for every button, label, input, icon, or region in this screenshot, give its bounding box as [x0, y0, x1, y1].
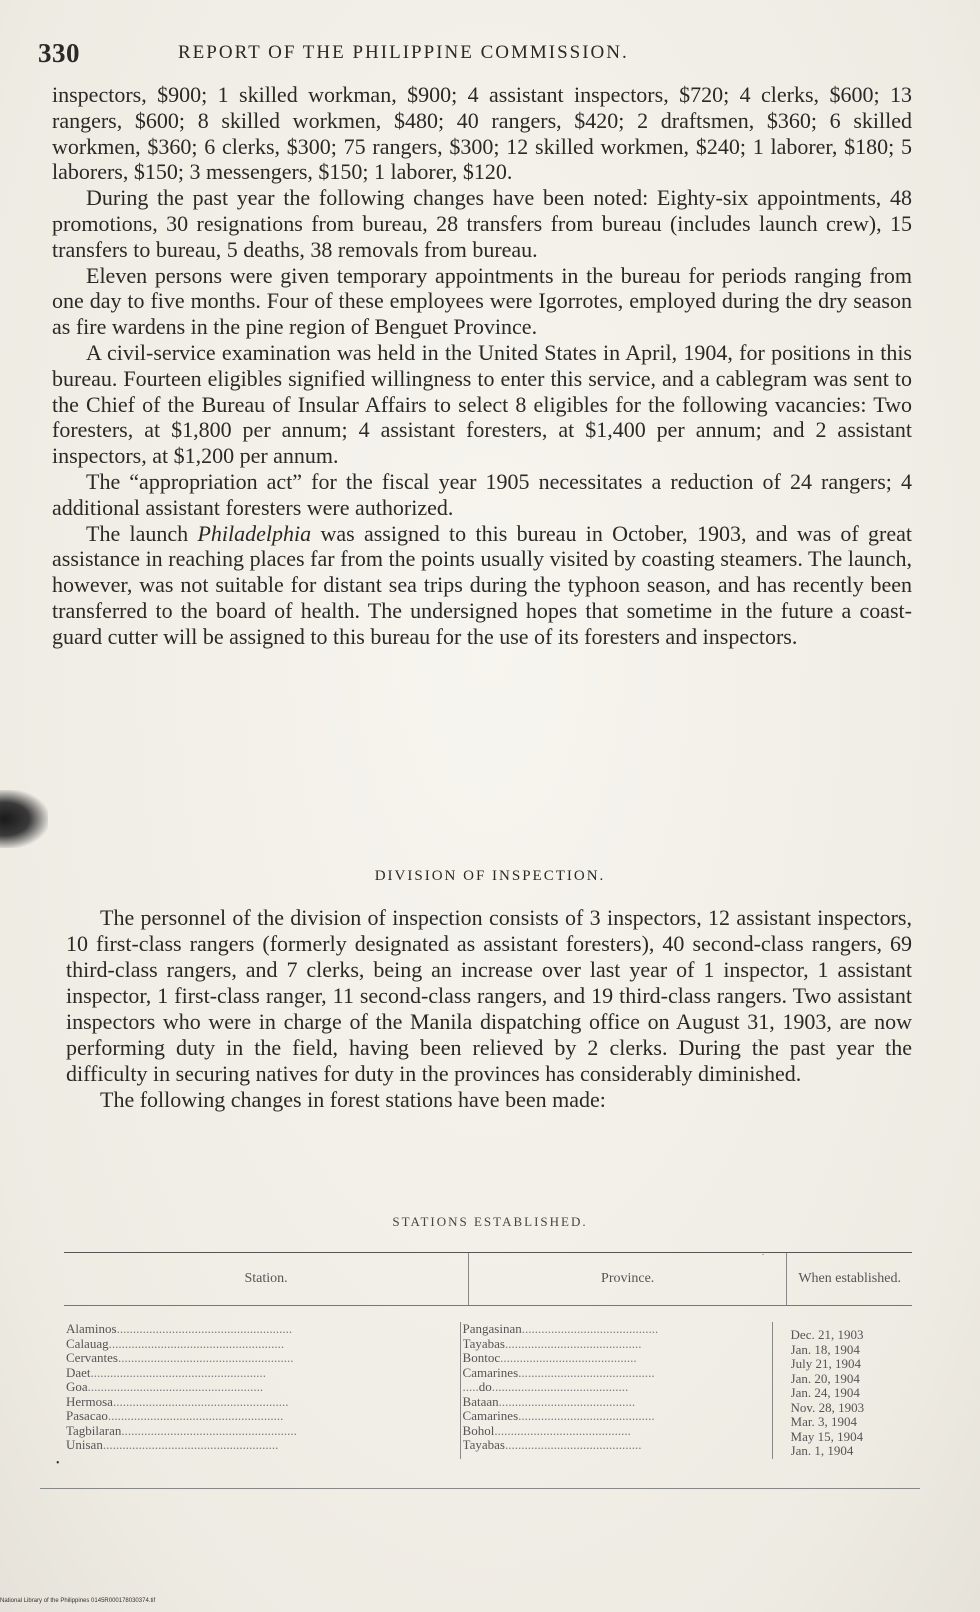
- table-bottom-rule: [40, 1488, 920, 1489]
- when-column: [773, 1322, 912, 1459]
- paragraph-personnel: The personnel of the division of inspection consists of 3 inspectors, 12 assistant inspectors, 10 first-class rangers (formerly designated as assistant foresters), 40 second-class rangers, 69 third-class rangers, and 7 clerks, being an increase over last year of 1 inspector, 1 assistant inspector, 1 first-class ranger, 11 second-class rangers, and 19 third-class rangers. Two assistant inspectors who were in charge of the Manila dispatching office on August 31, 1903, are now performing duty in the field, having been relieved by 2 clerks. During the past year the difficulty in securing natives for duty in the provinces has considerably diminished.: [66, 905, 912, 1086]
- table-cell-province: Bohol..........................................: [462, 1423, 631, 1438]
- print-dot: •: [56, 1458, 60, 1469]
- table-cell-station: Alaminos......................................................: [66, 1322, 293, 1336]
- table-cell-date: Jan. 1, 1904: [790, 1444, 854, 1458]
- paragraph-launch: [52, 521, 912, 650]
- division-heading: DIVISION OF INSPECTION.: [374, 868, 606, 884]
- header-province: Province.: [469, 1253, 787, 1305]
- launch-text-before: The launch: [86, 520, 198, 546]
- paragraph-examination: A civil-service examination was held in the United States in April, 1904, for positions in this bureau. Fourteen eligibles signified willingness to enter this service, and a cablegram was sent to the Chief of the Bureau of Insular Affairs to select 8 eligibles for the following vacancies: Two foresters, at $1,800 per annum; 4 assistant foresters, at $1,400 per annum; and 2 assistant inspectors, at $1,200 per annum.: [52, 339, 912, 469]
- header-station: Station.: [64, 1253, 469, 1305]
- launch-name: Philadelphia: [197, 520, 312, 546]
- table-cell-station: Tagbilaran......................................................: [66, 1423, 297, 1438]
- table-cell-station: Calauag......................................................: [66, 1336, 285, 1351]
- table-cell-province: Camarines..........................................: [462, 1409, 655, 1423]
- table-cell-date: Dec. 21, 1903: [790, 1328, 864, 1342]
- paragraph-station-changes: The following changes in forest stations have been made:: [100, 1087, 606, 1112]
- launch-text-after: was assigned to this bureau in October, 1903, and was of great assistance in reaching places far from the points usually visited by coasting steamers. The launch, however, was not suitable for distant sea trips during the typhoon season, and has recently been transferred to the board of health. The undersigned hopes that sometime in the future a coast-guard cutter will be assigned to this bureau for the use of its foresters and inspectors.: [52, 520, 912, 649]
- table-cell-station: Cervantes......................................................: [66, 1351, 294, 1365]
- header-when: When established.: [798, 1271, 901, 1286]
- table-cell-province: Tayabas..........................................: [462, 1336, 642, 1351]
- division-text: [66, 905, 912, 1113]
- table-body: [64, 1306, 912, 1465]
- scan-smudge: [0, 790, 48, 848]
- page-header: [38, 34, 918, 74]
- table-cell-date: July 21, 1904: [790, 1357, 861, 1371]
- table-cell-province: Bataan..........................................: [462, 1394, 636, 1409]
- table-cell-date: Mar. 3, 1904: [790, 1415, 857, 1429]
- table-header-row: [64, 1253, 912, 1306]
- paragraph-changes: During the past year the following changes have been noted: Eighty-six appointments, 48 promotions, 30 resignations from bureau, 28 transfers from bureau (includes launch crew), 15 transfers to bureau, 5 deaths, 38 removals from bureau.: [52, 185, 912, 262]
- running-head: REPORT OF THE PHILIPPINE COMMISSION.: [178, 42, 629, 63]
- table-cell-province: .....do..........................................: [462, 1380, 629, 1394]
- table-cell-station: Pasacao......................................................: [66, 1409, 284, 1423]
- table-cell-province: Bontoc..........................................: [462, 1351, 637, 1365]
- table-cell-province: Camarines..........................................: [462, 1365, 655, 1380]
- print-mark: .: [762, 1248, 764, 1257]
- body-text: [52, 82, 912, 650]
- table-cell-station: Goa......................................................: [66, 1380, 264, 1394]
- province-column: [461, 1322, 773, 1459]
- paragraph-salaries: inspectors, $900; 1 skilled workman, $900; 4 assistant inspectors, $720; 4 clerks, $600; 13 rangers, $600; 8 skilled workmen, $480; 40 rangers, $420; 2 draftsmen, $360; 6 skilled workmen, $360; 6 clerks, $300; 75 rangers, $300; 12 skilled workmen, $240; 1 laborer, $180; 5 laborers, $150; 3 messengers, $150; 1 laborer, $120.: [52, 82, 912, 185]
- table-cell-date: May 15, 1904: [790, 1429, 864, 1444]
- table-cell-province: Tayabas..........................................: [462, 1438, 642, 1452]
- table-cell-station: Hermosa......................................................: [66, 1394, 289, 1409]
- scan-footer: National Library of the Philippines 0145R000178030374.tif: [0, 1598, 156, 1604]
- table-cell-date: Jan. 24, 1904: [790, 1386, 860, 1400]
- stations-table: [64, 1252, 912, 1465]
- table-cell-province: Pangasinan..........................................: [462, 1322, 659, 1336]
- paragraph-temporary: Eleven persons were given temporary appointments in the bureau for periods ranging from one day to five months. Four of these employees were Igorrotes, employed during the dry season as fire wardens in the pine region of Benguet Province.: [52, 262, 912, 340]
- table-cell-station: Daet......................................................: [66, 1365, 267, 1380]
- table-cell-date: Nov. 28, 1903: [790, 1400, 865, 1415]
- table-caption: STATIONS ESTABLISHED.: [392, 1214, 588, 1229]
- page-number: 330: [38, 38, 80, 68]
- station-column: [64, 1322, 461, 1459]
- table-cell-date: Jan. 18, 1904: [790, 1342, 860, 1357]
- table-cell-station: Unisan......................................................: [66, 1438, 279, 1452]
- table-cell-date: Jan. 20, 1904: [790, 1371, 860, 1386]
- paragraph-appropriation: The “appropriation act” for the fiscal year 1905 necessitates a reduction of 24 rangers; 4 additional assistant foresters were authorized.: [52, 468, 912, 520]
